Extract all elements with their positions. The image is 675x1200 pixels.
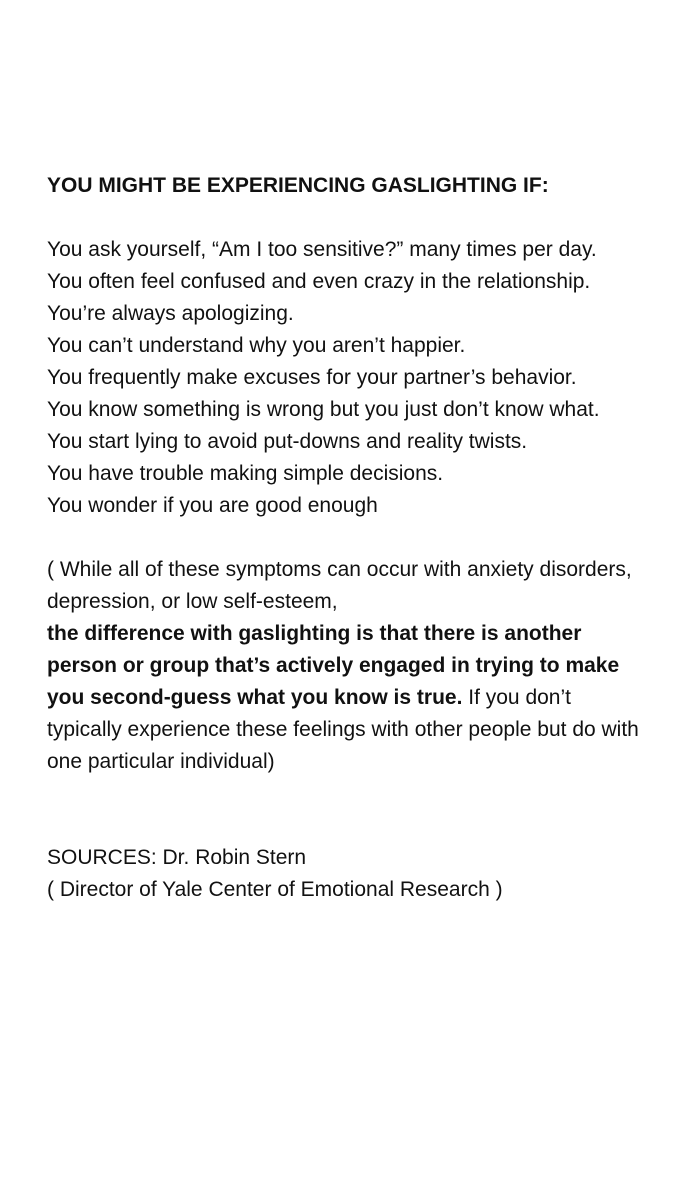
document-page — [47, 170, 647, 906]
symptom-item: You have trouble making simple decisions. — [47, 462, 444, 485]
note-emphasis: the difference with gaslighting is that there is another person or group that’s actively engaged in trying to make you second-guess what you know is true. — [47, 622, 620, 709]
symptom-item: You ask yourself, “Am I too sensitive?” many times per day. — [47, 238, 597, 261]
sources-block — [47, 842, 647, 906]
symptom-item: You’re always apologizing. — [47, 302, 294, 325]
note-intro: ( While all of these symptoms can occur with anxiety disorders, depression, or low self-esteem, — [47, 558, 632, 613]
page-title: YOU MIGHT BE EXPERIENCING GASLIGHTING IF: — [47, 174, 549, 197]
note-paragraph — [47, 554, 647, 778]
sources-line: SOURCES: Dr. Robin Stern — [47, 846, 307, 869]
symptom-item: You wonder if you are good enough — [47, 494, 378, 517]
symptom-item: You often feel confused and even crazy in the relationship. — [47, 270, 591, 293]
symptom-item: You know something is wrong but you just don’t know what. — [47, 398, 600, 421]
symptom-item: You frequently make excuses for your partner’s behavior. — [47, 366, 577, 389]
note-outro: If you don’t typically experience these feelings with other people but do with one particular individual) — [47, 686, 639, 773]
symptom-item: You start lying to avoid put-downs and reality twists. — [47, 430, 528, 453]
symptom-list — [47, 234, 647, 522]
symptom-item: You can’t understand why you aren’t happier. — [47, 334, 466, 357]
sources-affiliation: ( Director of Yale Center of Emotional Research ) — [47, 878, 503, 901]
